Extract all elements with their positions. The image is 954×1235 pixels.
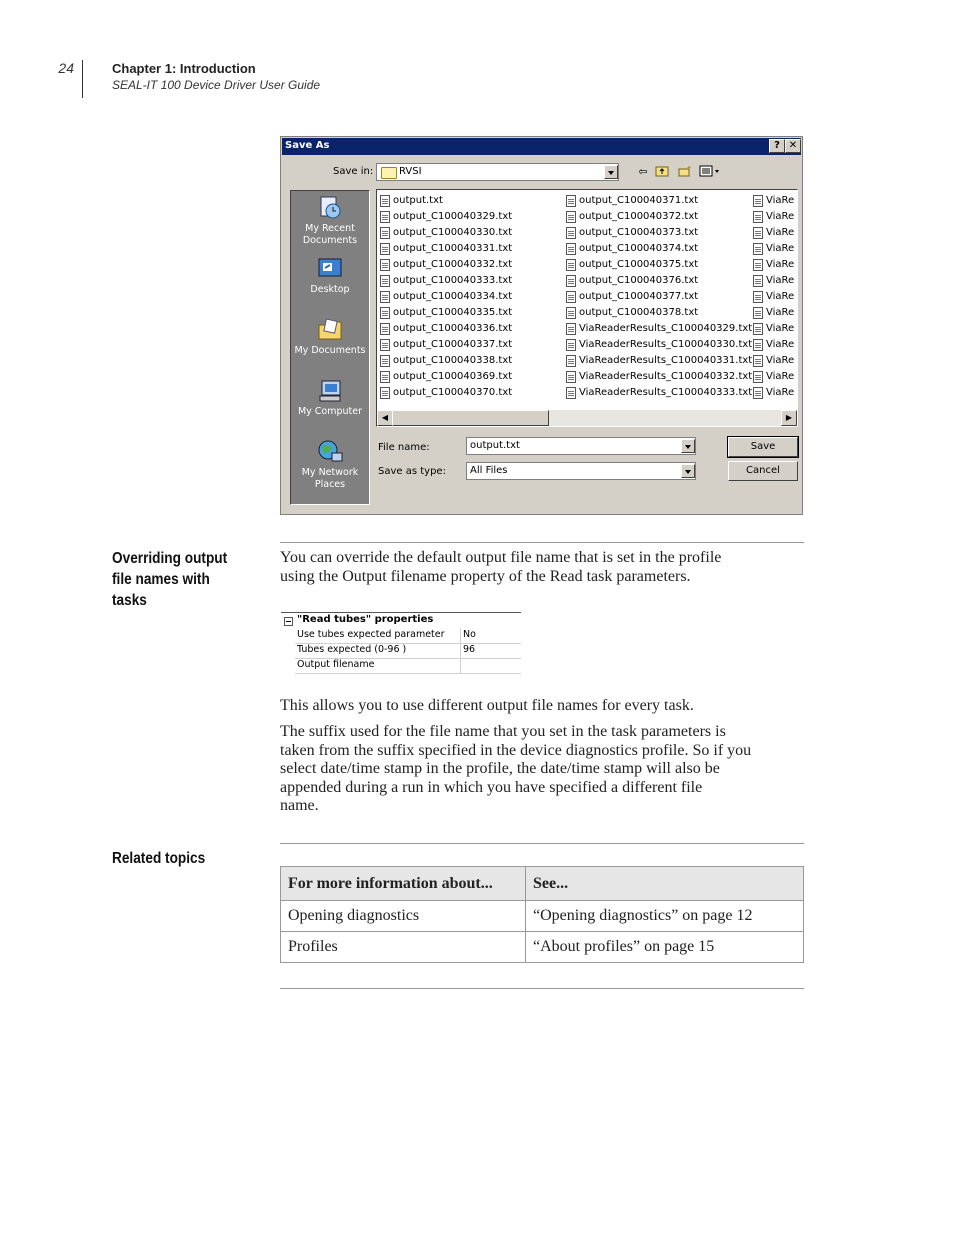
text-file-icon (380, 371, 390, 383)
my-documents-icon (316, 317, 344, 343)
text-file-icon (380, 211, 390, 223)
horizontal-scrollbar[interactable] (377, 410, 797, 426)
file-list-item[interactable] (377, 337, 563, 353)
text-file-icon (380, 307, 390, 319)
text-file-icon (566, 339, 576, 351)
file-list-item[interactable] (750, 209, 798, 225)
file-list-item[interactable] (377, 225, 563, 241)
text-file-icon (380, 387, 390, 399)
file-list-item[interactable] (563, 273, 749, 289)
table-cell-link[interactable]: “Opening diagnostics” on page 12 (526, 901, 804, 932)
text-file-icon (753, 323, 763, 335)
recent-documents-icon (316, 195, 344, 221)
file-name: output_C100040369.txt (393, 371, 513, 382)
text-file-icon (753, 227, 763, 239)
place-recent-documents[interactable]: My Recent Documents (291, 195, 369, 247)
scroll-thumb[interactable] (392, 410, 549, 426)
scroll-right-icon[interactable]: ▶ (781, 410, 797, 426)
file-name: output_C100040376.txt (579, 275, 699, 286)
file-name: ViaReaderResults_C100040332.txt (579, 371, 753, 382)
file-name: output_C100040371.txt (579, 195, 699, 206)
place-my-computer[interactable]: My Computer (291, 378, 369, 418)
file-name: ViaReaderResults_C100040333.txt (579, 387, 753, 398)
file-list-item[interactable] (377, 257, 563, 273)
file-list-item[interactable] (377, 289, 563, 305)
property-row[interactable]: Tubes expected (0-96 ) 96 (295, 643, 521, 659)
dialog-titlebar (282, 138, 801, 155)
file-name-label: File name: (378, 442, 430, 453)
file-list[interactable] (376, 189, 798, 427)
properties-title: "Read tubes" properties (297, 614, 434, 625)
text-file-icon (566, 387, 576, 399)
text-file-icon (753, 243, 763, 255)
text-file-icon (566, 323, 576, 335)
file-column-2 (563, 193, 753, 401)
section-heading-overriding: Overriding output file names with tasks (112, 550, 228, 609)
file-name: output_C100040375.txt (579, 259, 699, 270)
file-name: output_C100040333.txt (393, 275, 513, 286)
text-file-icon (566, 371, 576, 383)
text-file-icon (566, 259, 576, 271)
file-list-item[interactable] (563, 289, 749, 305)
file-list-item[interactable] (377, 193, 563, 209)
file-list-item[interactable] (563, 321, 753, 337)
chapter-title: Chapter 1: Introduction (112, 61, 256, 76)
text-file-icon (380, 275, 390, 287)
save-as-type-label: Save as type: (378, 466, 446, 477)
text-file-icon (753, 259, 763, 271)
text-file-icon (753, 195, 763, 207)
text-file-icon (380, 259, 390, 271)
property-row[interactable]: Use tubes expected parameter No (295, 628, 521, 644)
text-file-icon (380, 291, 390, 303)
file-name: output_C100040373.txt (579, 227, 699, 238)
file-list-item[interactable] (563, 369, 753, 385)
table-row (281, 932, 804, 963)
paragraph-suffix: The suffix used for the file name that you set in the task parameters is taken from the suffix specified in the device diagnostics profile. So if you select date/time stamp in the profile, the date/time stamp will also be appended during a run in which you have specified a different file name. (280, 723, 752, 815)
file-list-item[interactable] (563, 193, 749, 209)
file-name: output_C100040332.txt (393, 259, 513, 270)
save-as-type-value: All Files (470, 465, 508, 476)
file-name: ViaRe (766, 355, 795, 366)
file-name-input[interactable] (466, 437, 696, 455)
file-name: ViaRe (766, 195, 795, 206)
file-list-item[interactable] (750, 289, 798, 305)
file-name: ViaRe (766, 339, 795, 350)
paragraph-different-names: This allows you to use different output file names for every task. (280, 697, 694, 714)
view-menu-icon[interactable] (699, 165, 721, 179)
page-number: 24 (58, 60, 74, 76)
file-list-item[interactable] (563, 241, 749, 257)
text-file-icon (753, 339, 763, 351)
header-rule (82, 60, 83, 98)
file-list-item[interactable] (563, 337, 753, 353)
file-name: output_C100040329.txt (393, 211, 513, 222)
place-network-places[interactable]: My Network Places (291, 439, 369, 491)
chevron-down-icon[interactable] (604, 165, 618, 179)
my-computer-icon (316, 378, 344, 404)
file-list-item[interactable] (377, 273, 563, 289)
file-list-item[interactable] (750, 193, 798, 209)
file-name: output_C100040370.txt (393, 387, 513, 398)
close-button[interactable]: ✕ (785, 139, 801, 153)
text-file-icon (380, 227, 390, 239)
text-file-icon (566, 307, 576, 319)
text-file-icon (380, 195, 390, 207)
file-name: output_C100040374.txt (579, 243, 699, 254)
file-name-value: output.txt (470, 440, 520, 451)
text-file-icon (753, 275, 763, 287)
file-name: ViaRe (766, 323, 795, 334)
table-cell: Opening diagnostics (281, 901, 526, 932)
text-file-icon (380, 243, 390, 255)
file-name: ViaRe (766, 259, 795, 270)
file-name: ViaReaderResults_C100040329.txt (579, 323, 753, 334)
file-list-item[interactable] (750, 385, 798, 401)
save-in-combo[interactable] (376, 163, 619, 181)
intro-paragraph: You can override the default output file name that is set in the profile using the Output filename property of the Read task parameters. (280, 549, 722, 585)
file-name: ViaRe (766, 243, 795, 254)
text-file-icon (566, 211, 576, 223)
file-name: ViaRe (766, 371, 795, 382)
text-file-icon (753, 291, 763, 303)
text-file-icon (753, 387, 763, 399)
file-list-item[interactable] (377, 321, 563, 337)
text-file-icon (753, 355, 763, 367)
scroll-left-icon[interactable]: ◀ (377, 410, 393, 426)
related-topics-table (280, 866, 804, 963)
file-list-item[interactable] (750, 337, 798, 353)
file-list-item[interactable] (563, 353, 753, 369)
file-list-item[interactable] (563, 385, 753, 401)
file-list-item[interactable] (563, 209, 749, 225)
folder-icon (381, 167, 397, 179)
column-header: For more information about... (281, 867, 526, 901)
text-file-icon (566, 291, 576, 303)
place-desktop[interactable]: Desktop (291, 256, 369, 296)
file-list-item[interactable] (750, 273, 798, 289)
table-header-row (281, 867, 804, 901)
file-list-item[interactable] (750, 225, 798, 241)
text-file-icon (380, 339, 390, 351)
chevron-down-icon[interactable] (681, 464, 695, 478)
places-bar (290, 190, 370, 505)
column-header: See... (526, 867, 804, 901)
save-in-value: RVSI (399, 166, 422, 177)
file-list-item[interactable] (750, 369, 798, 385)
property-row[interactable]: Output filename (295, 658, 521, 674)
file-name: output.txt (393, 195, 443, 206)
file-list-item[interactable] (750, 241, 798, 257)
back-icon[interactable]: ⇦ (638, 165, 648, 178)
chevron-down-icon[interactable] (681, 439, 695, 453)
file-list-item[interactable] (750, 321, 798, 337)
save-as-dialog (280, 136, 803, 515)
file-name: output_C100040335.txt (393, 307, 513, 318)
file-list-item[interactable] (750, 353, 798, 369)
table-row (281, 901, 804, 932)
file-column-3 (750, 193, 798, 401)
file-name: output_C100040377.txt (579, 291, 699, 302)
section-end-rule (280, 988, 804, 989)
dialog-title: Save As (285, 140, 330, 151)
file-name: ViaRe (766, 387, 795, 398)
text-file-icon (566, 195, 576, 207)
file-name: output_C100040338.txt (393, 355, 513, 366)
file-list-item[interactable] (563, 305, 749, 321)
file-list-item[interactable] (377, 353, 563, 369)
guide-title: SEAL-IT 100 Device Driver User Guide (112, 78, 321, 92)
file-name: ViaRe (766, 307, 795, 318)
network-places-icon (316, 439, 344, 465)
desktop-icon (316, 256, 344, 282)
text-file-icon (380, 355, 390, 367)
file-name: ViaRe (766, 275, 795, 286)
text-file-icon (753, 307, 763, 319)
save-as-type-select[interactable] (466, 462, 696, 480)
place-my-documents[interactable]: My Documents (291, 317, 369, 357)
file-name: output_C100040334.txt (393, 291, 513, 302)
save-in-label: Save in: (333, 166, 374, 177)
file-list-item[interactable] (750, 305, 798, 321)
file-list-item[interactable] (377, 209, 563, 225)
file-list-item[interactable] (377, 305, 563, 321)
file-list-item[interactable] (750, 257, 798, 273)
up-folder-icon[interactable] (654, 165, 670, 179)
file-name: output_C100040330.txt (393, 227, 513, 238)
text-file-icon (753, 371, 763, 383)
save-button[interactable]: Save (728, 437, 798, 457)
help-button[interactable]: ? (769, 139, 785, 153)
file-name: output_C100040372.txt (579, 211, 699, 222)
file-column-1 (377, 193, 563, 401)
text-file-icon (380, 323, 390, 335)
text-file-icon (566, 243, 576, 255)
text-file-icon (566, 275, 576, 287)
file-name: ViaRe (766, 227, 795, 238)
text-file-icon (753, 211, 763, 223)
file-list-item[interactable] (377, 369, 563, 385)
text-file-icon (566, 227, 576, 239)
file-list-item[interactable] (563, 257, 749, 273)
text-file-icon (566, 355, 576, 367)
cancel-button[interactable]: Cancel (728, 461, 798, 481)
table-cell-link[interactable]: “About profiles” on page 15 (526, 932, 804, 963)
table-cell: Profiles (281, 932, 526, 963)
file-name: ViaReaderResults_C100040330.txt (579, 339, 753, 350)
file-list-item[interactable] (563, 225, 749, 241)
file-name: ViaReaderResults_C100040331.txt (579, 355, 753, 366)
section-heading-related: Related topics (112, 850, 206, 867)
section-rule (280, 542, 804, 543)
file-list-item[interactable] (377, 385, 563, 401)
file-list-item[interactable] (377, 241, 563, 257)
new-folder-icon[interactable] (677, 165, 693, 179)
file-name: ViaRe (766, 211, 795, 222)
file-name: output_C100040336.txt (393, 323, 513, 334)
section-rule (280, 843, 804, 844)
collapse-icon[interactable] (284, 617, 293, 626)
file-name: output_C100040378.txt (579, 307, 699, 318)
file-name: output_C100040331.txt (393, 243, 513, 254)
file-name: ViaRe (766, 291, 795, 302)
file-name: output_C100040337.txt (393, 339, 513, 350)
